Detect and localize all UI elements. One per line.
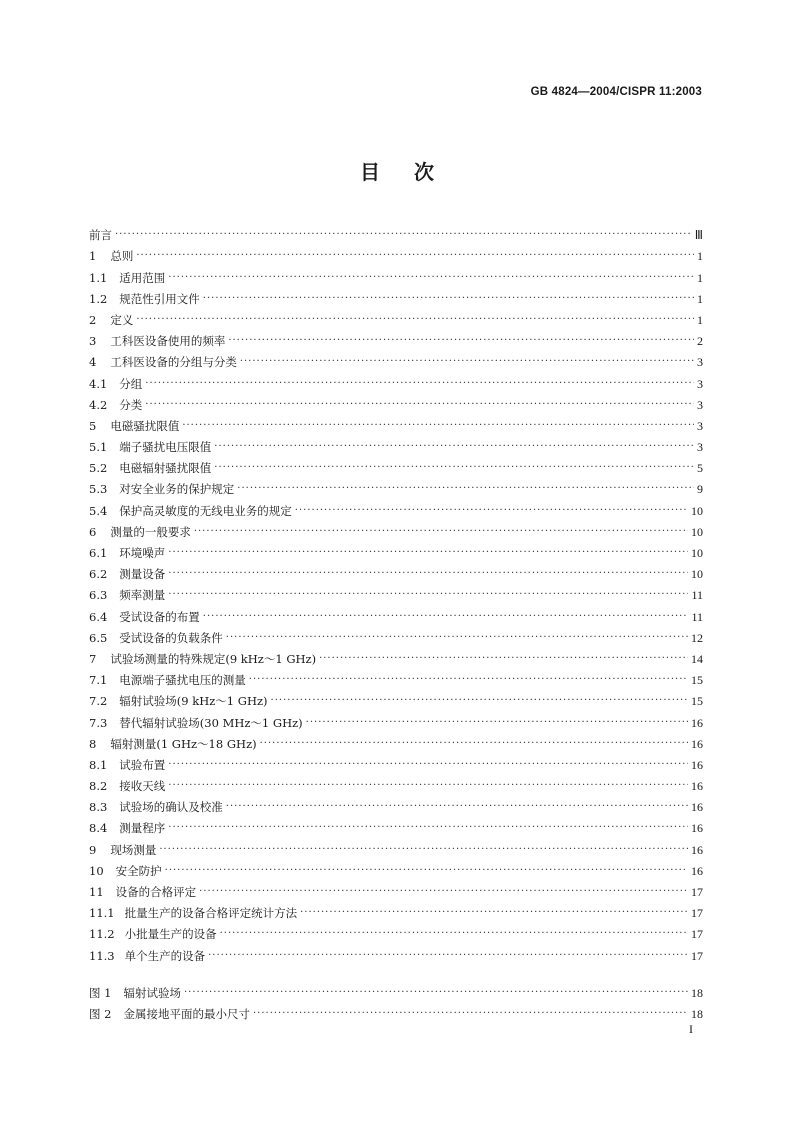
leader-dots: [168, 546, 688, 560]
entry-title: 替代辐射试验场(30 MHz～1 GHz): [119, 715, 303, 730]
entry-title: 定义: [110, 312, 134, 327]
toc-entry[interactable]: [89, 221, 703, 242]
toc-entry[interactable]: [89, 857, 703, 878]
entry-title: 前言: [89, 228, 112, 243]
entry-number: 5.1: [89, 440, 108, 455]
leader-dots: [208, 949, 688, 963]
figure-list: [89, 979, 703, 1021]
leader-dots: [168, 588, 688, 602]
entry-number: 8.4: [89, 821, 108, 836]
leader-dots: [271, 694, 688, 708]
toc-entry[interactable]: [89, 708, 703, 729]
leader-dots: [260, 737, 688, 751]
entry-title: 适用范围: [119, 270, 166, 285]
entry-page: 16: [691, 715, 703, 730]
leader-dots: [115, 228, 692, 242]
entry-number: 11.2: [89, 927, 115, 942]
entry-title: 辐射测量(1 GHz～18 GHz): [110, 736, 257, 751]
entry-title: 单个生产的设备: [124, 948, 206, 963]
entry-page: 16: [691, 863, 703, 878]
entry-number: 6.2: [89, 567, 108, 582]
entry-number: 1.2: [89, 291, 108, 306]
entry-number: 8.3: [89, 800, 108, 815]
toc-entry[interactable]: [89, 602, 703, 623]
entry-number: 11.3: [89, 948, 115, 963]
toc-entry[interactable]: [89, 772, 703, 793]
toc-entry[interactable]: [89, 666, 703, 687]
entry-number: 4.1: [89, 376, 108, 391]
toc-entry[interactable]: [89, 878, 703, 899]
entry-title: 设备的合格评定: [115, 885, 197, 899]
leader-dots: [159, 843, 688, 857]
toc-entry[interactable]: [89, 391, 703, 412]
standard-code: GB 4824—2004/CISPR 11:2003: [530, 86, 702, 98]
entry-title: 电源端子骚扰电压的测量: [119, 673, 246, 688]
entry-page: 1: [697, 249, 703, 264]
entry-number: 6.4: [89, 609, 108, 624]
leader-dots: [226, 800, 688, 814]
entry-title: 环境噪声: [119, 546, 166, 560]
page-number: I: [689, 1022, 693, 1036]
entry-page: 17: [691, 906, 703, 921]
entry-number: 6.5: [89, 630, 108, 645]
entry-page: 1: [697, 270, 703, 285]
toc-entry[interactable]: [89, 920, 703, 941]
entry-title: 批量生产的设备合格评定统计方法: [124, 906, 298, 921]
entry-page: 18: [691, 986, 703, 1001]
toc-entry[interactable]: [89, 433, 703, 454]
entry-title: 试验场测量的特殊规定(9 kHz～1 GHz): [110, 651, 317, 666]
toc-entry[interactable]: [89, 814, 703, 835]
leader-dots: [214, 461, 694, 475]
leader-dots: [168, 758, 688, 772]
entry-number: 10: [89, 863, 104, 878]
leader-dots: [300, 906, 688, 920]
leader-dots: [182, 419, 694, 433]
leader-dots: [136, 249, 694, 263]
leader-dots: [237, 482, 694, 496]
leader-dots: [319, 652, 688, 666]
entry-title: 接收天线: [119, 779, 166, 794]
toc-entry[interactable]: [89, 263, 703, 284]
leader-dots: [220, 927, 688, 941]
entry-page: 15: [691, 673, 703, 688]
entry-title: 保护高灵敏度的无线电业务的规定: [119, 503, 292, 518]
toc-entry[interactable]: [89, 454, 703, 475]
entry-number: 5: [89, 418, 97, 433]
leader-dots: [136, 313, 694, 327]
entry-number: 5.4: [89, 503, 108, 518]
toc-entry[interactable]: [89, 348, 703, 369]
leader-dots: [194, 525, 688, 539]
entry-page: 17: [691, 948, 703, 963]
entry-page: 5: [697, 461, 703, 476]
entry-number: 6.3: [89, 588, 108, 603]
entry-page: 15: [691, 694, 703, 709]
entry-title: 规范性引用文件: [119, 291, 200, 306]
entry-page: 3: [697, 355, 703, 370]
entry-number: 5.3: [89, 482, 108, 497]
leader-dots: [145, 377, 694, 391]
entry-number: 11: [89, 885, 104, 899]
entry-page: 3: [697, 418, 703, 433]
entry-title: 小批量生产的设备: [124, 927, 217, 942]
leader-dots: [168, 821, 688, 835]
toc-entry[interactable]: [89, 624, 703, 645]
entry-number: 1: [89, 249, 97, 264]
entry-page: 2: [697, 334, 703, 349]
entry-page: 10: [691, 546, 703, 560]
leader-dots: [203, 610, 689, 624]
entry-title: 辐射试验场: [123, 986, 181, 1001]
toc-entry[interactable]: [89, 327, 703, 348]
leader-dots: [253, 1007, 688, 1021]
toc-entry[interactable]: [89, 242, 703, 263]
entry-page: 10: [691, 567, 703, 582]
leader-dots: [228, 334, 694, 348]
entry-title: 频率测量: [119, 588, 166, 603]
entry-number: 8.1: [89, 757, 108, 772]
entry-number: 5.2: [89, 461, 108, 476]
figure-entry[interactable]: [89, 979, 703, 1000]
entry-title: 工科医设备的分组与分类: [110, 355, 237, 370]
entry-page: 16: [691, 779, 703, 794]
leader-dots: [168, 779, 688, 793]
entry-title: 测量设备: [119, 567, 166, 582]
entry-page: Ⅲ: [694, 228, 703, 243]
toc-entry[interactable]: [89, 751, 703, 772]
entry-number: 3: [89, 334, 97, 349]
entry-number: 7.3: [89, 715, 108, 730]
entry-page: 11: [691, 609, 703, 624]
entry-number: 4: [89, 355, 97, 370]
entry-page: 11: [691, 588, 703, 603]
entry-number: 7: [89, 651, 97, 666]
entry-title: 电磁骚扰限值: [110, 418, 180, 433]
toc-entry[interactable]: [89, 793, 703, 814]
toc-entry[interactable]: [89, 581, 703, 602]
entry-title: 安全防护: [115, 863, 162, 878]
entry-page: 9: [697, 482, 703, 497]
entry-title: 电磁辐射骚扰限值: [119, 461, 212, 476]
entry-title: 总则: [110, 249, 134, 264]
entry-page: 17: [691, 885, 703, 899]
entry-number: 4.2: [89, 397, 108, 412]
toc-entry[interactable]: [89, 687, 703, 708]
entry-page: 18: [691, 1007, 703, 1022]
entry-page: 14: [691, 651, 703, 666]
page-title: 目次: [360, 160, 468, 184]
leader-dots: [168, 271, 694, 285]
entry-number: 8.2: [89, 779, 108, 794]
entry-number: 7.2: [89, 694, 108, 709]
leader-dots: [249, 673, 688, 687]
entry-number: 8: [89, 736, 97, 751]
figure-entry[interactable]: [89, 1000, 703, 1021]
entry-page: 10: [691, 524, 703, 539]
entry-title: 对安全业务的保护规定: [119, 482, 235, 497]
toc-entry[interactable]: [89, 730, 703, 751]
leader-dots: [145, 398, 694, 412]
leader-dots: [214, 440, 694, 454]
entry-title: 受试设备的布置: [119, 609, 200, 624]
entry-title: 金属接地平面的最小尺寸: [123, 1007, 250, 1022]
entry-page: 17: [691, 927, 703, 942]
entry-number: 6.1: [89, 546, 108, 560]
leader-dots: [168, 567, 688, 581]
toc-entry[interactable]: [89, 475, 703, 496]
entry-page: 16: [691, 800, 703, 815]
toc-entry[interactable]: [89, 899, 703, 920]
toc-entry[interactable]: [89, 941, 703, 962]
toc-entry[interactable]: [89, 412, 703, 433]
entry-number: 1.1: [89, 270, 108, 285]
entry-title: 分类: [119, 397, 143, 412]
entry-number: 6: [89, 524, 97, 539]
entry-page: 10: [691, 503, 703, 518]
entry-number: 9: [89, 842, 97, 857]
entry-page: 3: [697, 440, 703, 455]
toc-entry[interactable]: [89, 539, 703, 560]
entry-number: 图 1: [89, 986, 112, 1001]
entry-page: 1: [697, 291, 703, 306]
entry-number: 11.1: [89, 906, 115, 921]
entry-page: 16: [691, 757, 703, 772]
leader-dots: [199, 885, 688, 899]
entry-title: 试验场的确认及校准: [119, 800, 223, 815]
toc-entry[interactable]: [89, 369, 703, 390]
entry-title: 测量的一般要求: [110, 524, 191, 539]
leader-dots: [184, 986, 688, 1000]
leader-dots: [203, 292, 694, 306]
entry-page: 3: [697, 397, 703, 412]
leader-dots: [165, 864, 688, 878]
entry-title: 分组: [119, 376, 143, 391]
entry-title: 工科医设备使用的频率: [110, 334, 226, 349]
entry-number: 2: [89, 312, 97, 327]
toc-entry[interactable]: [89, 835, 703, 856]
entry-number: 7.1: [89, 673, 108, 688]
toc-entry[interactable]: [89, 645, 703, 666]
entry-title: 试验布置: [119, 757, 166, 772]
table-of-contents: [89, 221, 703, 963]
entry-page: 12: [691, 630, 703, 645]
entry-page: 3: [697, 376, 703, 391]
entry-title: 测量程序: [119, 821, 166, 836]
entry-number: 图 2: [89, 1007, 112, 1022]
entry-title: 端子骚扰电压限值: [119, 440, 212, 455]
leader-dots: [240, 355, 694, 369]
leader-dots: [226, 631, 688, 645]
entry-page: 16: [691, 842, 703, 857]
entry-title: 辐射试验场(9 kHz～1 GHz): [119, 694, 268, 709]
toc-entry[interactable]: [89, 518, 703, 539]
leader-dots: [295, 504, 688, 518]
entry-page: 16: [691, 821, 703, 836]
toc-entry[interactable]: [89, 285, 703, 306]
toc-entry[interactable]: [89, 306, 703, 327]
toc-entry[interactable]: [89, 496, 703, 517]
entry-title: 现场测量: [110, 842, 157, 857]
entry-page: 1: [697, 312, 703, 327]
entry-page: 16: [691, 736, 703, 751]
toc-entry[interactable]: [89, 560, 703, 581]
leader-dots: [306, 716, 688, 730]
entry-title: 受试设备的负载条件: [119, 630, 223, 645]
